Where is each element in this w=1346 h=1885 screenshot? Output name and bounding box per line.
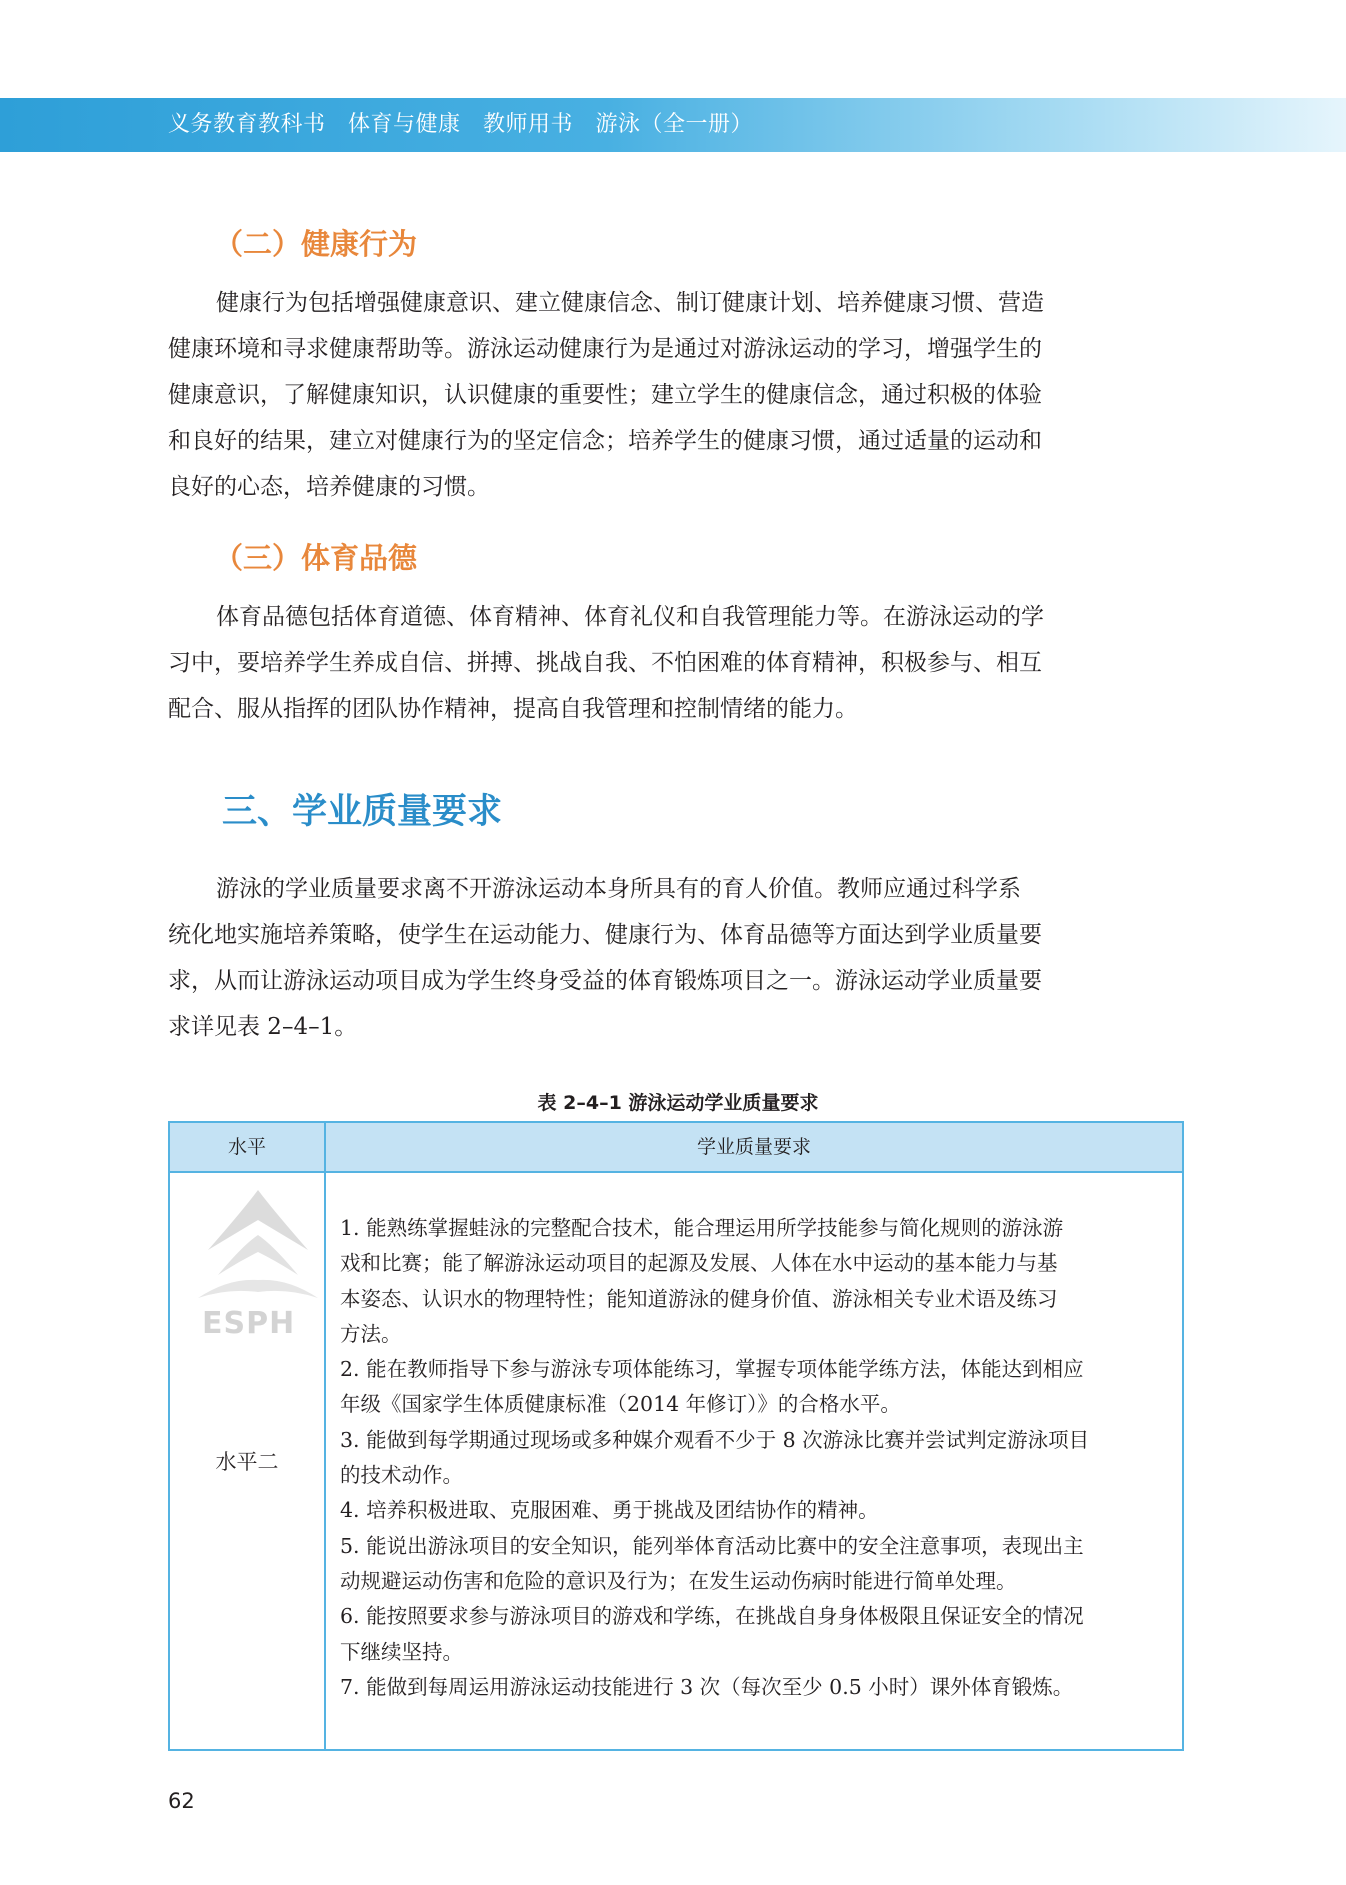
header-band: [0, 98, 1346, 152]
requirement-line: 方法。: [340, 1321, 402, 1346]
requirement-line: 戏和比赛；能了解游泳运动项目的起源及发展、人体在水中运动的基本能力与基: [340, 1251, 1058, 1276]
table-header-row: [170, 1123, 1182, 1173]
section-heading-quality-requirements: 三、学业质量要求: [222, 792, 503, 832]
requirement-line: 7. 能做到每周运用游泳运动技能进行 3 次（每次至少 0.5 小时）课外体育锻炼。: [340, 1674, 1074, 1699]
column-divider: [324, 1123, 326, 1749]
paragraph-line: 健康行为包括增强健康意识、建立健康信念、制订健康计划、培养健康习惯、营造: [216, 290, 1044, 316]
paragraph-line: 健康意识，了解健康知识，认识健康的重要性；建立学生的健康信念，通过积极的体验: [168, 382, 1042, 408]
requirement-line: 动规避运动伤害和危险的意识及行为；在发生运动伤病时能进行简单处理。: [340, 1568, 1017, 1593]
page-number: 62: [168, 1789, 195, 1813]
table-caption: 表 2–4–1 游泳运动学业质量要求: [537, 1092, 819, 1114]
column-header-requirements: 学业质量要求: [696, 1136, 811, 1158]
requirement-line: 的技术动作。: [340, 1463, 463, 1488]
requirement-line: 1. 能熟练掌握蛙泳的完整配合技术，能合理运用所学技能参与简化规则的游泳游: [340, 1216, 1064, 1240]
requirement-line: 年级《国家学生体质健康标准（2014 年修订）》的合格水平。: [340, 1392, 901, 1417]
paragraph-line: 健康环境和寻求健康帮助等。游泳运动健康行为是通过对游泳运动的学习，增强学生的: [168, 336, 1042, 362]
level-label: 水平二: [215, 1450, 279, 1474]
requirement-line: 6. 能按照要求参与游泳项目的游戏和学练，在挑战自身身体极限且保证安全的情况: [340, 1604, 1084, 1629]
requirement-line: 2. 能在教师指导下参与游泳专项体能练习，掌握专项体能学练方法，体能达到相应: [340, 1357, 1084, 1382]
paragraph-line: 习中，要培养学生养成自信、拼搏、挑战自我、不怕困难的体育精神，积极参与、相互: [168, 650, 1042, 676]
quality-requirements-table: [168, 1121, 1184, 1751]
paragraph-line: 和良好的结果，建立对健康行为的坚定信念；培养学生的健康习惯，通过适量的运动和: [168, 428, 1042, 454]
paragraph-line: 统化地实施培养策略，使学生在运动能力、健康行为、体育品德等方面达到学业质量要: [168, 922, 1042, 948]
section-heading-health-behavior: （二）健康行为: [214, 227, 418, 261]
requirement-line: 5. 能说出游泳项目的安全知识，能列举体育活动比赛中的安全注意事项，表现出主: [340, 1533, 1084, 1558]
requirement-line: 3. 能做到每学期通过现场或多种媒介观看不少于 8 次游泳比赛并尝试判定游泳项目: [340, 1427, 1090, 1452]
requirement-line: 下继续坚持。: [340, 1639, 463, 1664]
paragraph-quality-requirements: [168, 866, 1188, 1050]
paragraph-line: 游泳的学业质量要求离不开游泳运动本身所具有的育人价值。教师应通过科学系: [216, 876, 1021, 902]
paragraph-health-behavior: [168, 280, 1188, 510]
paragraph-line: 求，从而让游泳运动项目成为学生终身受益的体育锻炼项目之一。游泳运动学业质量要: [168, 968, 1042, 994]
paragraph-line: 体育品德包括体育道德、体育精神、体育礼仪和自我管理能力等。在游泳运动的学: [216, 604, 1044, 630]
paragraph-sports-ethics: [168, 594, 1188, 732]
paragraph-line: 配合、服从指挥的团队协作精神，提高自我管理和控制情绪的能力。: [168, 696, 858, 722]
requirements-cell: [340, 1211, 1170, 1705]
requirement-line: 4. 培养积极进取、克服困难、勇于挑战及团结协作的精神。: [340, 1498, 879, 1523]
paragraph-line: 求详见表 2–4–1。: [168, 1014, 358, 1040]
paragraph-line: 良好的心态，培养健康的习惯。: [168, 474, 490, 500]
section-heading-sports-ethics: （三）体育品德: [214, 541, 418, 575]
requirement-line: 本姿态、认识水的物理特性；能知道游泳的健身价值、游泳相关专业术语及练习: [340, 1286, 1058, 1311]
book-series-title: 义务教育教科书 体育与健康 教师用书 游泳（全一册）: [168, 112, 753, 137]
column-header-level: 水平: [227, 1136, 266, 1158]
level-cell: [170, 1173, 324, 1749]
esph-watermark-text: ESPH: [202, 1306, 296, 1341]
